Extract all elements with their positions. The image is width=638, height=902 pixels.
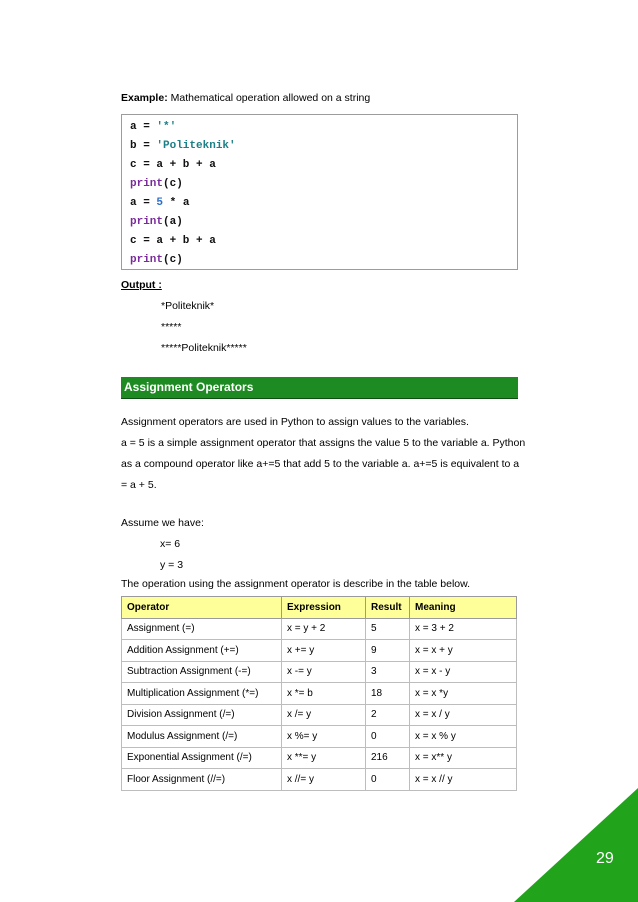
code-token: c = a + b + a xyxy=(130,235,216,247)
code-token: print xyxy=(130,254,164,266)
table-cell: Addition Assignment (+=) xyxy=(122,640,282,662)
paragraph-line: Assignment operators are used in Python to assign values to the variables. xyxy=(121,416,469,428)
output-line: *****Politeknik***** xyxy=(161,342,247,354)
table-cell: x *= b xyxy=(282,683,366,705)
code-token: print xyxy=(130,178,164,190)
table-cell: x //= y xyxy=(282,769,366,791)
table-row xyxy=(122,661,517,683)
example-label: Example: xyxy=(121,92,168,104)
paragraph-line: = a + 5. xyxy=(121,479,157,491)
table-cell: x /= y xyxy=(282,704,366,726)
code-token: c = a + b + a xyxy=(130,159,216,171)
table-header-row xyxy=(122,597,517,619)
table-cell: x = y + 2 xyxy=(282,618,366,640)
assume-y: y = 3 xyxy=(160,559,184,571)
code-token: '*' xyxy=(156,121,177,133)
table-cell: 216 xyxy=(366,747,410,769)
table-cell: Multiplication Assignment (*=) xyxy=(122,683,282,705)
paragraph-line: a = 5 is a simple assignment operator that assigns the value 5 to the variable a. Python xyxy=(121,437,526,449)
table-cell: x = x / y xyxy=(410,704,517,726)
code-line xyxy=(130,235,216,247)
assume-text: Assume we have: xyxy=(121,517,204,529)
code-line xyxy=(130,140,236,152)
table-row xyxy=(122,769,517,791)
header-cell: Meaning xyxy=(410,597,517,619)
page-number: 29 xyxy=(596,850,614,867)
code-token: (a) xyxy=(163,216,183,228)
table-cell: 2 xyxy=(366,704,410,726)
code-line xyxy=(130,197,189,209)
table-row xyxy=(122,640,517,662)
table-cell: Exponential Assignment (/=) xyxy=(122,747,282,769)
table-cell: x = x *y xyxy=(410,683,517,705)
section-heading-bar xyxy=(121,377,518,399)
table-cell: Division Assignment (/=) xyxy=(122,704,282,726)
example-text: Mathematical operation allowed on a string xyxy=(167,92,371,104)
code-block xyxy=(121,114,518,270)
table-row xyxy=(122,704,517,726)
table-cell: x = x // y xyxy=(410,769,517,791)
code-token: 'Politeknik' xyxy=(156,140,236,152)
header-cell: Operator xyxy=(122,597,282,619)
table-cell: 9 xyxy=(366,640,410,662)
table-row xyxy=(122,683,517,705)
code-line xyxy=(130,216,183,228)
table-cell: 0 xyxy=(366,726,410,748)
output-line: *Politeknik* xyxy=(161,300,215,312)
table-intro: The operation using the assignment operator is describe in the table below. xyxy=(121,578,471,590)
table-cell: x = x % y xyxy=(410,726,517,748)
table-cell: 18 xyxy=(366,683,410,705)
header-cell: Result xyxy=(366,597,410,619)
code-token: b = xyxy=(130,140,157,152)
table-cell: x -= y xyxy=(282,661,366,683)
table-cell: Subtraction Assignment (-=) xyxy=(122,661,282,683)
table-row xyxy=(122,726,517,748)
table-cell: x **= y xyxy=(282,747,366,769)
table-cell: Floor Assignment (//=) xyxy=(122,769,282,791)
table-cell: x = x + y xyxy=(410,640,517,662)
table-cell: 5 xyxy=(366,618,410,640)
code-token: * a xyxy=(163,197,190,209)
table-cell: x = x - y xyxy=(410,661,517,683)
table-cell: x += y xyxy=(282,640,366,662)
table-cell: x = 3 + 2 xyxy=(410,618,517,640)
table-cell: Assignment (=) xyxy=(122,618,282,640)
table-row xyxy=(122,747,517,769)
code-line xyxy=(130,178,183,190)
code-token: a = xyxy=(130,197,157,209)
paragraph-line: as a compound operator like a+=5 that add 5 to the variable a. a+=5 is equivalent to a xyxy=(121,458,520,470)
header-cell: Expression xyxy=(282,597,366,619)
code-token: (c) xyxy=(163,254,183,266)
output-line: ***** xyxy=(161,321,182,333)
code-token: a = xyxy=(130,121,157,133)
table-row xyxy=(122,618,517,640)
table-cell: x = x** y xyxy=(410,747,517,769)
assume-x: x= 6 xyxy=(160,538,181,550)
code-token: 5 xyxy=(156,197,164,209)
code-line xyxy=(130,121,176,133)
code-line xyxy=(130,159,216,171)
code-token: print xyxy=(130,216,164,228)
section-title: Assignment Operators xyxy=(124,380,254,394)
example-heading xyxy=(121,92,370,104)
table-cell: 0 xyxy=(366,769,410,791)
code-token: (c) xyxy=(163,178,183,190)
table-cell: 3 xyxy=(366,661,410,683)
table-cell: Modulus Assignment (/=) xyxy=(122,726,282,748)
table-cell: x %= y xyxy=(282,726,366,748)
corner-triangle xyxy=(514,788,638,902)
code-line xyxy=(130,254,183,266)
operators-table xyxy=(121,596,517,791)
output-label: Output : xyxy=(121,279,162,291)
